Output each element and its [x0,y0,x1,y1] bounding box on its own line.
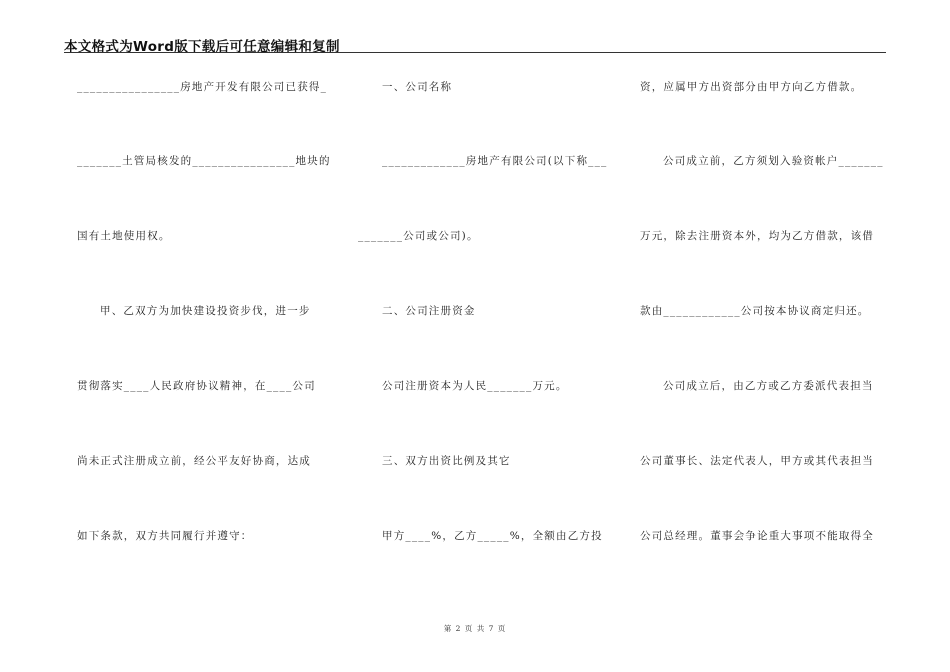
text-line: _______土管局核发的________________地块的 [77,155,331,167]
text-line: 二、公司注册资金 [382,305,476,317]
text-line: 款由____________公司按本协议商定归还。 [640,305,870,317]
text-line: 如下条款，双方共同履行并遵守： [77,530,253,542]
text-line: 尚未正式注册成立前，经公平友好协商，达成 [77,455,311,467]
text-line: 万元，除去注册资本外，均为乙方借款，该借 [640,230,874,242]
text-line: 公司成立后，由乙方或乙方委派代表担当 [663,380,874,392]
text-line: 一、公司名称 [382,81,453,93]
text-line: 公司董事长、法定代表人，甲方或其代表担当 [640,455,874,467]
text-line: 甲、乙双方为加快建设投资步伐，进一步 [100,305,311,317]
text-line: ________________房地产开发有限公司已获得_ [77,81,328,93]
text-line: 贯彻落实____人民政府协议精神，在____公司 [77,380,316,392]
header-divider [64,52,886,53]
text-line: 国有土地使用权。 [77,230,171,242]
text-line: 甲方____%，乙方_____%，全额由乙方投 [382,530,603,542]
text-line: 资，应属甲方出资部分由甲方向乙方借款。 [640,81,863,93]
text-line: 公司成立前，乙方须划入验资帐户_______ [663,155,884,167]
page-number: 第 2 页 共 7 页 [443,624,507,633]
text-line: 公司注册资本为人民_______万元。 [382,380,568,392]
text-line: 公司总经理。董事会争论重大事项不能取得全 [640,530,874,542]
text-line: _______公司或公司)。 [358,230,479,242]
text-line: _____________房地产有限公司(以下称___ [382,155,608,167]
text-line: 三、双方出资比例及其它 [382,455,511,467]
page-header-title: 本文格式为Word版下载后可任意编辑和复制 [64,39,340,55]
